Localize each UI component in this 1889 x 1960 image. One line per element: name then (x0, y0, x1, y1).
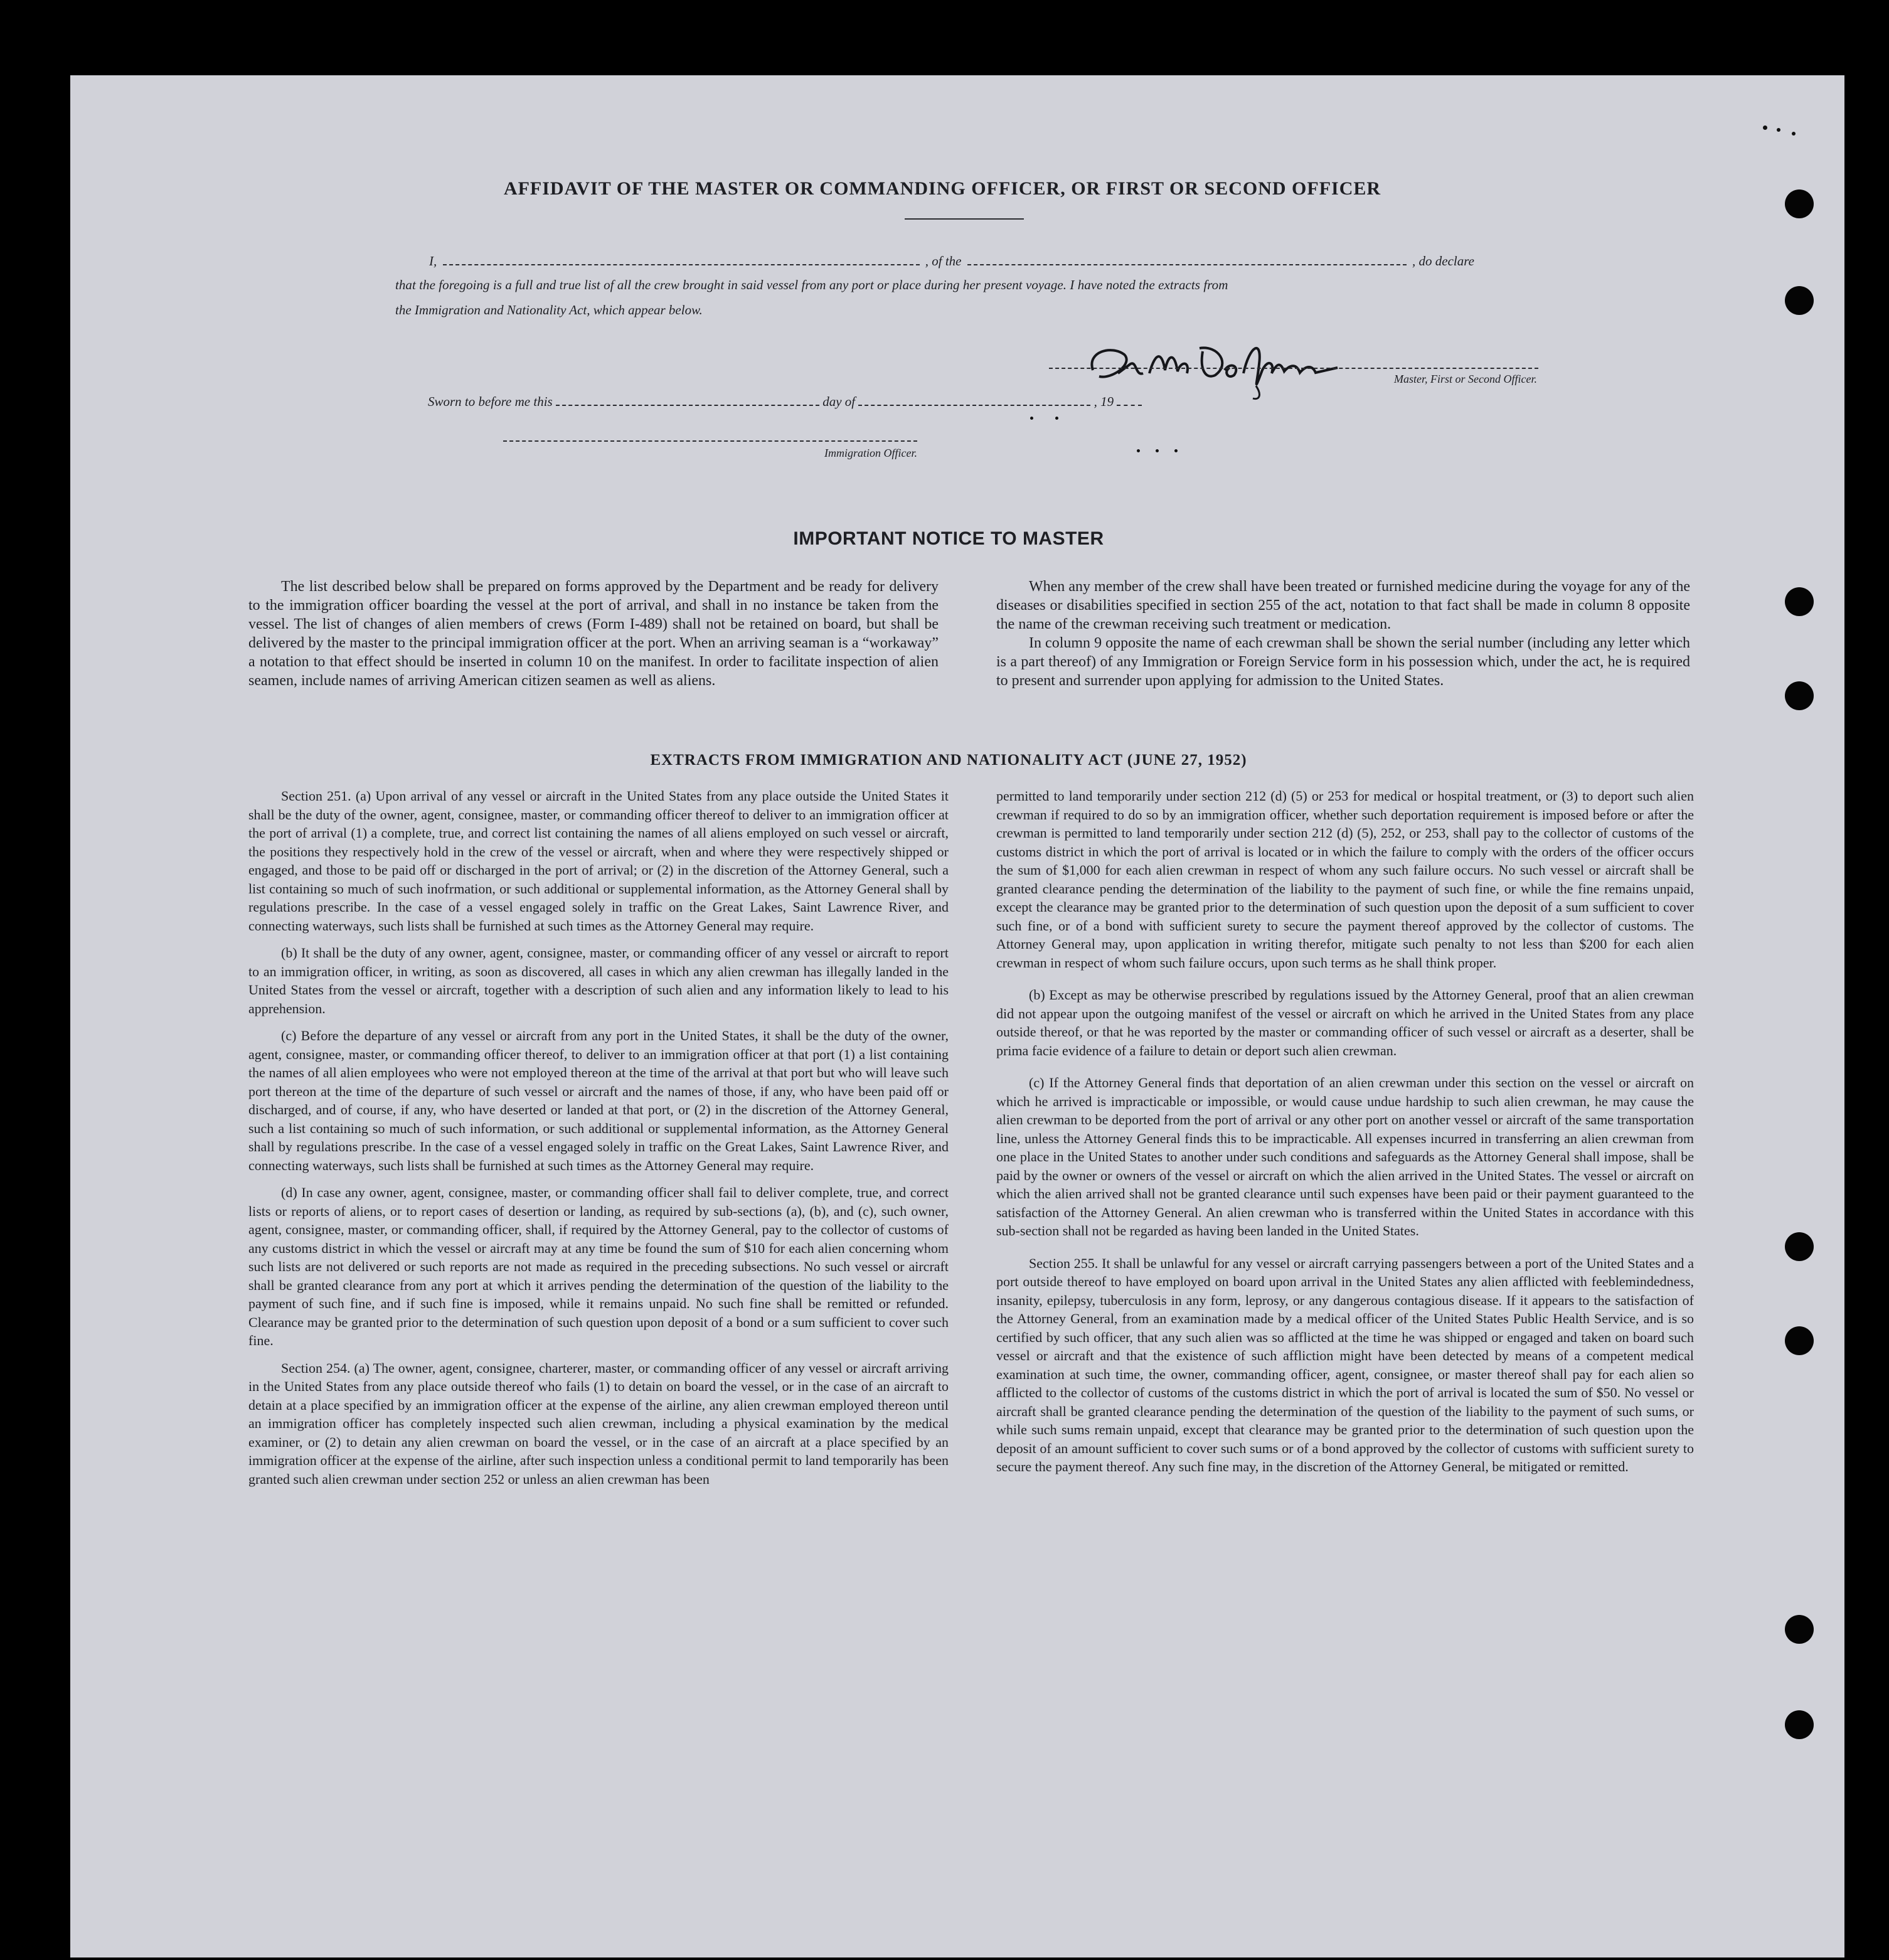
speck (1055, 417, 1058, 420)
speck (1137, 449, 1140, 452)
extracts-left-column (248, 787, 949, 1497)
section-251-b: (b) It shall be the duty of any owner, agent, consignee, master, or commanding officer of any vessel or aircraft to report to an immigration officer, in writing, as soon as discovered, all cases in which any alien crewman has illegally landed in the United States from the vessel or aircraft, together with a description of such alien and any information likely to lead to his apprehension. (248, 945, 949, 1016)
extracts-right-column (996, 787, 1694, 1485)
binder-hole (1785, 1710, 1814, 1739)
i-label: I, (429, 253, 437, 269)
section-251-c: (c) Before the departure of any vessel or aircraft from any port in the United States, it shall be the duty of the owner, agent, consignee, master, or commanding officer thereof, to deliver to an immigration officer at that port (1) a list containing the names of all alien employees who were not employed thereon at the time of the arrival at that port but who will leave such port thereon at the time of the departure of such vessel or aircraft and the names of those, if any, who have been paid off or discharged, and of course, if any, who have deserted or landed at that port, or (2) in the discretion of the Attorney General, such a list containing so much of such information, or such additional or supplemental information, as the Attorney General shall by regulations prescribe. In the case of a vessel engaged solely in traffic on the Great Lakes, Saint Lawrence River, and connecting waterways, such lists shall be furnished at such times as the Attorney General may require. (248, 1028, 949, 1173)
sworn-month-blank[interactable] (858, 405, 1090, 406)
speck (1030, 417, 1033, 420)
of-the-label: , of the (925, 253, 962, 269)
section-251-d: (d) In case any owner, agent, consignee, master, or commanding officer shall fail to deliver complete, true, and correct lists or reports of aliens, or to report cases of desertion or landing, as required by sub-sections (a), (b), and (c), such owner, agent, consignee, master, or commanding officer, shall, if required by the Attorney General, pay to the collector of customs of any customs district in which the vessel or aircraft may at any time be found the sum of $10 for each alien concerning whom such lists are not delivered or such reports are not made as required in the preceding subsections. No such vessel or aircraft shall be granted clearance from any port at which it arrives pending the determination of the question of the liability to the payment of such fine, and if such fine is imposed, while it remains unpaid. No such fine shall be remitted or refunded. Clearance may be granted prior to the determination of such question upon deposit of a bond or a sum sufficient to cover such fine. (248, 1185, 949, 1348)
speck (1174, 449, 1178, 452)
notice-right (996, 577, 1690, 690)
sworn-line (428, 394, 1306, 410)
speck (1763, 125, 1767, 130)
section-254-a-cont: permitted to land temporarily under section 212 (d) (5) or 253 for medical or hospital treatment, or (3) to deport such alien crewman if required to do so by an immigration officer, whether such deportation requirement is imposed before or after the crewman is permitted to land temporarily under section 212 (d) (5), 252, or 253, shall pay to the collector of customs of the customs district in which the port of arrival is located or in which the failure to comply with the orders of the officer occurs the sum of $1,000 for each alien crewman in respect of whom any such failure occurs. No such vessel or aircraft shall be granted clearance pending the determination of the liability to the payment of such fine, or while the fine remains unpaid, except the clearance may be granted prior to the determination of such question upon the deposit of a sum sufficient to cover such fine, or of a bond with sufficient surety to secure the payment thereof approved by the collector of customs. The Attorney General may, upon application in writing therefor, mitigate such penalty to not less than $200 for each alien crewman in respect of whom such failure occurs, upon such terms as he shall think proper. (996, 788, 1694, 971)
section-255: Section 255. It shall be unlawful for any vessel or aircraft carrying passengers between a port of the United States and a port outside thereof to have employed on board upon arrival in the United States any alien afflicted with feeblemindedness, insanity, epilepsy, tuberculosis in any form, leprosy, or any dangerous contagious disease. If it appears to the satisfaction of the Attorney General, from an examination made by a medical officer of the United States Public Health Service, and is so certified by such officer, that any such alien was so afflicted at the time he was shipped or engaged and taken on board such vessel or aircraft and that the existence of such affliction might have been detected by means of a competent medical examination at such time, the owner, commanding officer, agent, consignee, or master thereof shall pay for each alien so afflicted to the collector of customs of the customs district in which the port of arrival is located the sum of $50. No vessel or aircraft shall be granted clearance pending the determination of the question of the liability to the payment of such sums, or while such sums remain unpaid, except that clearance may be granted prior to the determination of such question upon the deposit of an amount sufficient to cover such sums or of a bond approved by the collector of customs with sufficient surety to secure the payment thereof. Any such fine may, in the discretion of the Attorney General, be mitigated or remitted. (996, 1255, 1694, 1474)
day-of-label: day of (822, 394, 856, 409)
signature-caption: Master, First or Second Officer. (1394, 373, 1537, 385)
binder-hole (1785, 286, 1814, 315)
section-251-a: Section 251. (a) Upon arrival of any vessel or aircraft in the United States from any place outside the United States it shall be the duty of the owner, agent, consignee, master, or commanding officer thereof to deliver to an immigration officer at the port of arrival (1) a complete, true, and correct list containing the names of all aliens employed on such vessel or aircraft, the positions they respectively hold in the crew of the vessel or aircraft, when and where they were respectively shipped or engaged, and those to be paid off or discharged in the port of arrival; or (2) in the discretion of the Attorney General, such a list containing so much of such inofrmation, or such additional or supplemental information, as the Attorney General shall by regulations prescribe. In the case of a vessel engaged solely in traffic on the Great Lakes, Saint Lawrence River, and connecting waterways, such lists shall be furnished at such times as the Attorney General may require. (248, 788, 949, 934)
notice-right-paragraph-2: In column 9 opposite the name of each crewman shall be shown the serial number (including any letter which is a part thereof) of any Immigration or Foreign Service form in his possession which, under the act, he is required to present and surrender upon applying for admission to the United States. (996, 635, 1690, 689)
year-label: , 19 (1093, 394, 1114, 409)
binder-hole (1785, 189, 1814, 218)
binder-hole (1785, 1615, 1814, 1644)
section-254-a: Section 254. (a) The owner, agent, consignee, charterer, master, or commanding officer of any vessel or aircraft arriving in the United States from any place outside thereof who fails (1) to detain on board the vessel, or in the case of an aircraft to detain at a place specified by an immigration officer at the expense of the airline, any alien crewman employed thereon until an immigration officer has completely inspected such alien crewman, including a physical examination by the medical examiner, or (2) to detain any alien crewman on board the vessel, or in the case of an aircraft at a place specified by an immigration officer at the expense of the airline, after such inspection unless a conditional permit to land temporarily has been granted such alien crewman under section 252 or unless an alien crewman has been (248, 1360, 949, 1487)
sworn-year-blank[interactable] (1117, 405, 1142, 406)
master-signature (1074, 326, 1425, 402)
immigration-officer-line (503, 440, 917, 442)
extracts-title: EXTRACTS FROM IMMIGRATION AND NATIONALITY ACT (JUNE 27, 1952) (650, 752, 1247, 769)
sworn-day-blank[interactable] (556, 405, 819, 406)
speck (1777, 128, 1780, 132)
title-underline (905, 218, 1024, 220)
vessel-blank[interactable] (967, 264, 1407, 265)
notice-right-paragraph-1: When any member of the crew shall have been treated or furnished medicine during the voyage for any of the diseases or disabilities specified in section 255 of the act, notation to that fact shall be made in column 8 opposite the name of the crewman receiving such treatment or medication. (996, 578, 1690, 632)
notice-left-paragraph: The list described below shall be prepared on forms approved by the Department and be ready for delivery to the immigration officer boarding the vessel at the port of arrival, and shall in no instance be taken from the vessel. The list of changes of alien members of crews (Form I-489) shall not be retained on board, but shall be delivered by the master to the principal immigration officer at the port. When an arriving seaman is a “workaway” a notation to that effect should be inserted in column 10 on the manifest. In order to facilitate inspection of alien seamen, include names of arriving American citizen seamen as well as aliens. (248, 578, 939, 689)
section-254-c: (c) If the Attorney General finds that deportation of an alien crewman under this section on the vessel or aircraft on which he arrived is impracticable or impossible, or would cause undue hardship to such alien crewman, he may cause the alien crewman to be deported from the port of arrival or any other port on another vessel or aircraft of the same transportation line, unless the Attorney General finds this to be impracticable. All expenses incurred in transferring an alien crewman from one place in the United States to another under such conditions and safeguards as the Attorney General shall impose, shall be paid by the owner or owners of the vessel or aircraft on which the alien arrived in the United States. The vessel or aircraft on which the alien arrived shall not be granted clearance until such expenses have been paid or their payment guaranteed to the satisfaction of the Attorney General. An alien crewman who is transferred within the United States in accordance with this sub-section shall not be regarded as having been landed in the United States. (996, 1075, 1694, 1238)
declaration-line-2: that the foregoing is a full and true list of all the crew brought in said vessel from any port or place during her present voyage. I have noted the extracts from (395, 277, 1228, 292)
speck (1156, 449, 1159, 452)
sworn-label: Sworn to before me this (428, 394, 553, 409)
binder-hole (1785, 1232, 1814, 1261)
binder-hole (1785, 587, 1814, 616)
binder-hole (1785, 681, 1814, 710)
declaration-line-3: the Immigration and Nationality Act, which appear below. (395, 302, 703, 317)
declaration-line-1 (429, 253, 1474, 269)
immigration-officer-label: Immigration Officer. (824, 447, 917, 459)
binder-hole (1785, 1326, 1814, 1355)
section-254-b: (b) Except as may be otherwise prescribed by regulations issued by the Attorney General, proof that an alien crewman did not appear upon the outgoing manifest of the vessel or aircraft on which he arrived in the United States from any place outside thereof, or that he was reported by the master or commanding officer of such vessel or aircraft as a deserter, shall be prima facie evidence of a failure to detain or deport such alien crewman. (996, 987, 1694, 1058)
do-declare-label: , do declare (1412, 253, 1474, 269)
notice-title: IMPORTANT NOTICE TO MASTER (793, 528, 1104, 549)
document-page (70, 75, 1844, 1957)
affidavit-title: AFFIDAVIT OF THE MASTER OR COMMANDING OFFICER, OR FIRST OR SECOND OFFICER (503, 178, 1381, 199)
name-blank[interactable] (443, 264, 920, 265)
speck (1792, 132, 1796, 136)
signature-line (1049, 368, 1538, 369)
notice-left (248, 577, 939, 699)
